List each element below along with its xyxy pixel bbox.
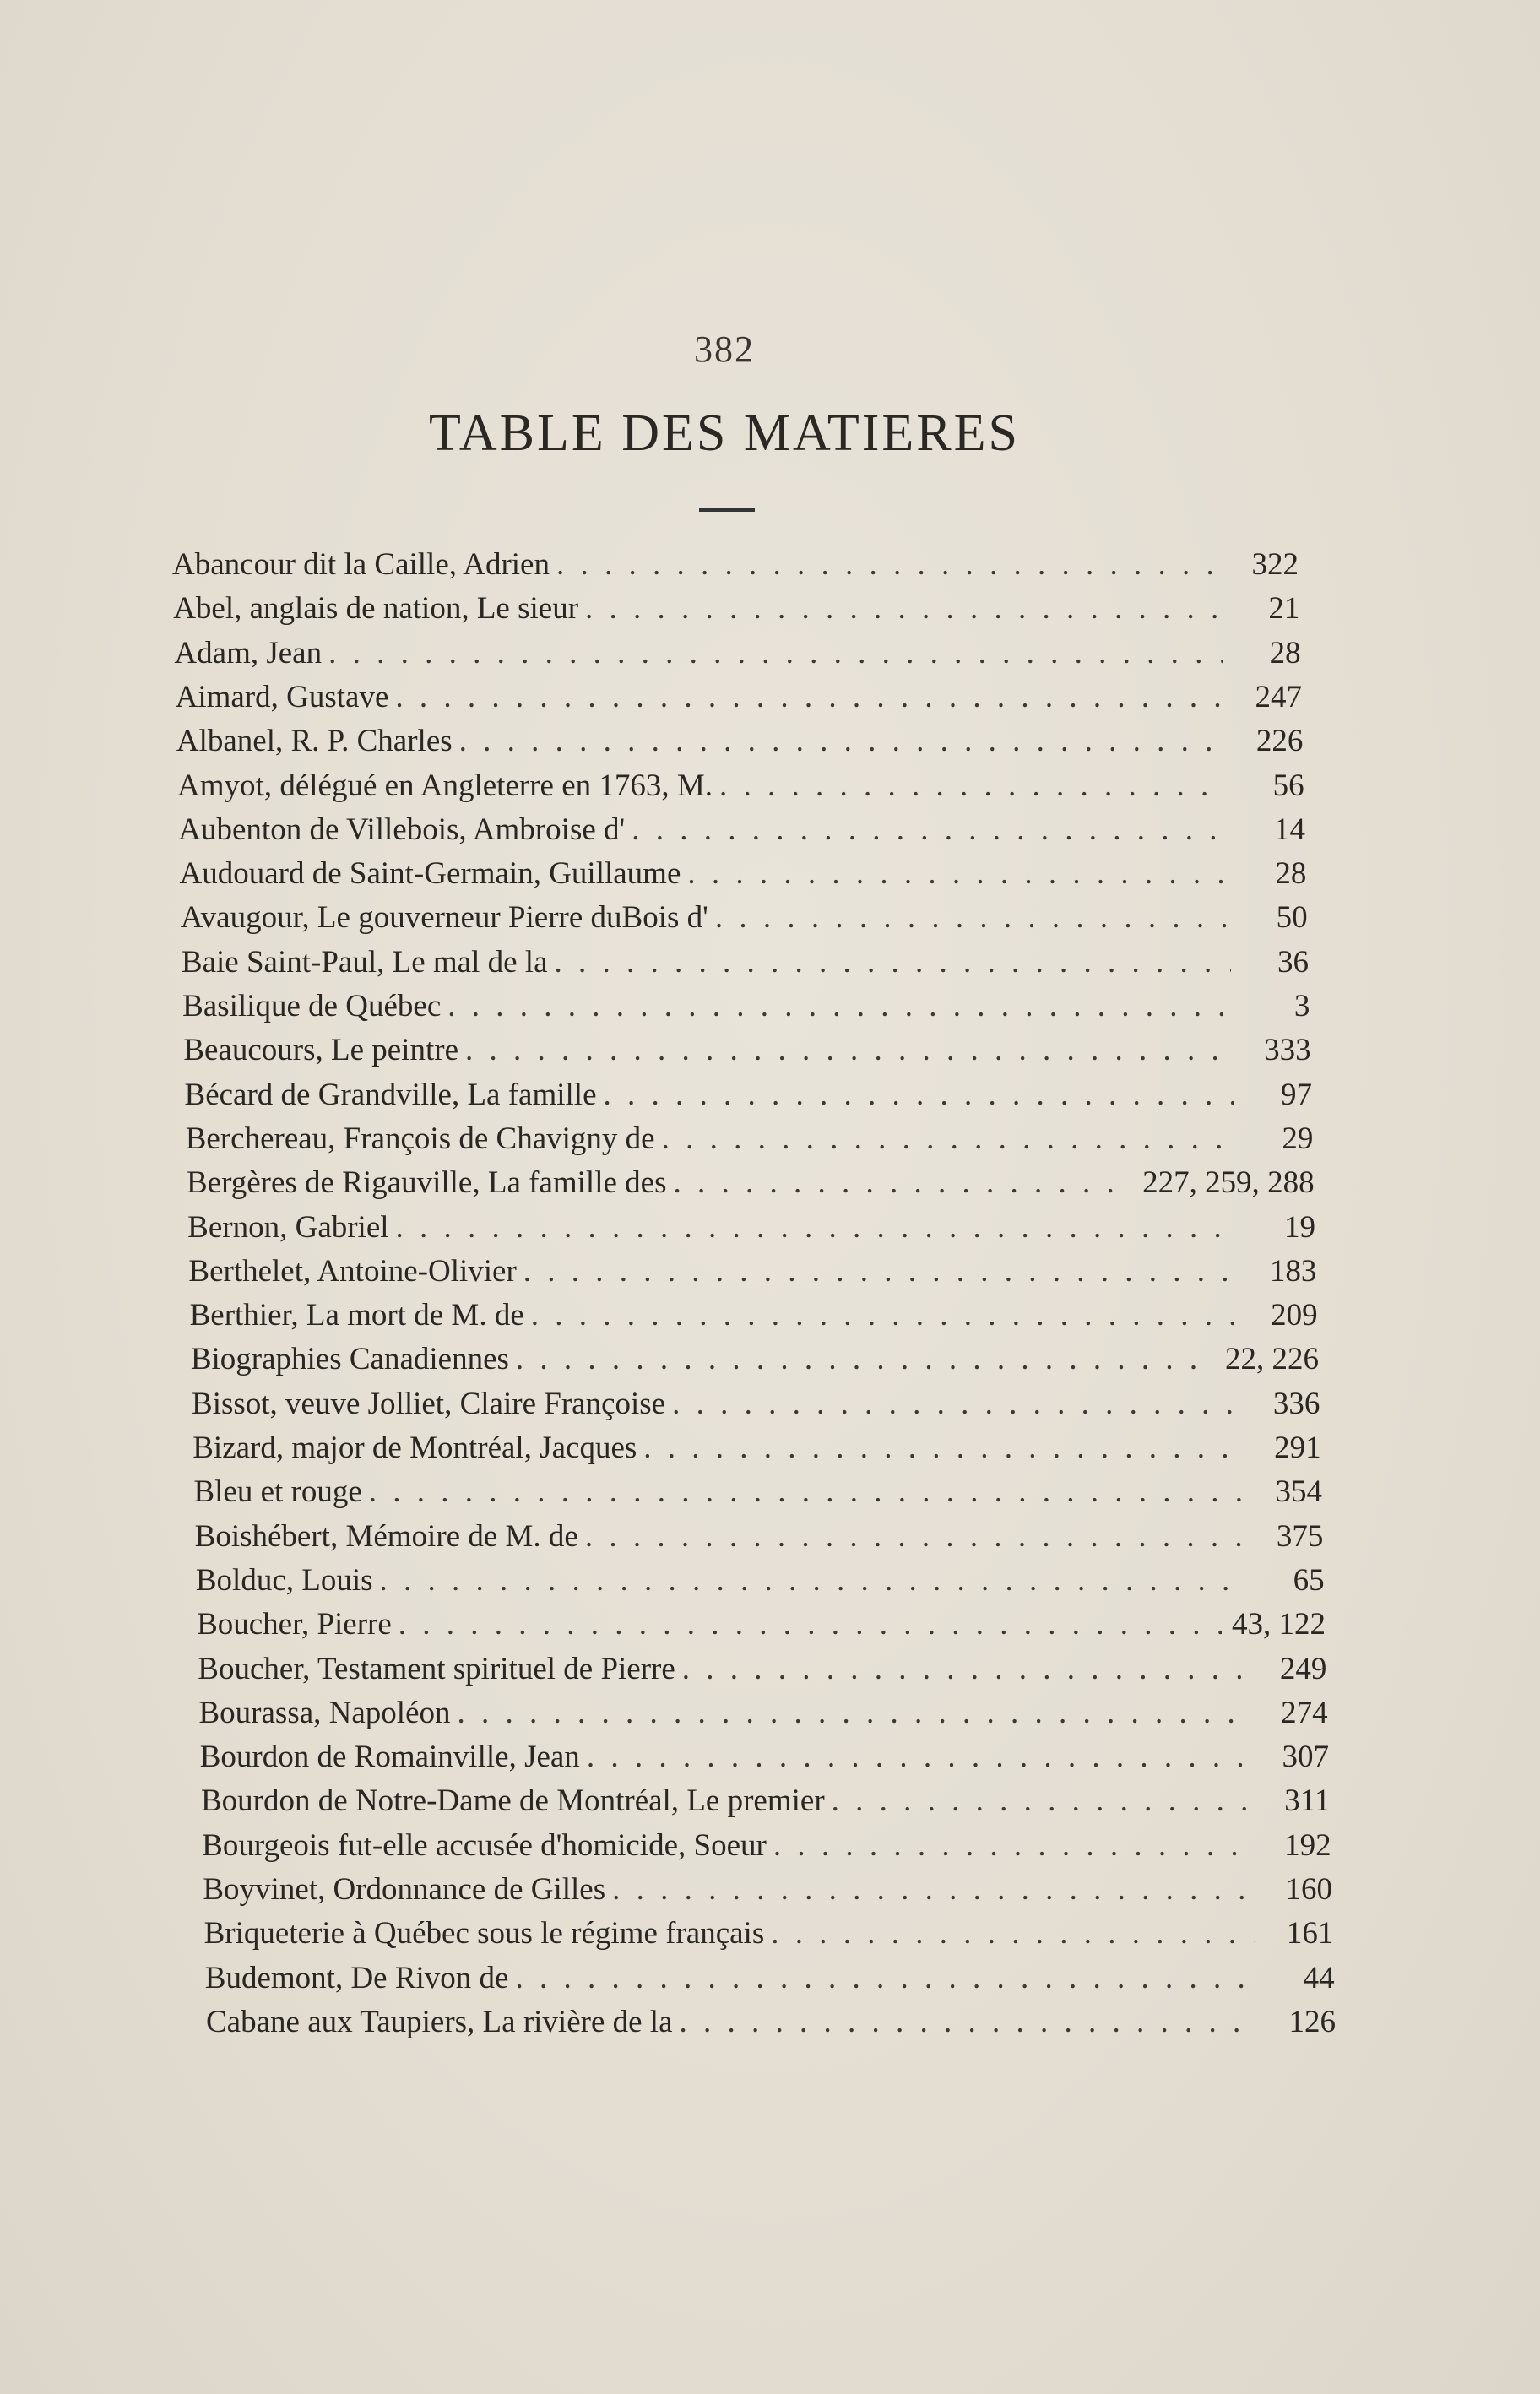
index-entry: [195, 1515, 1324, 1559]
entry-label: Bleu et rouge: [193, 1474, 362, 1510]
dot-leader: [773, 1824, 1254, 1868]
index-entry: [206, 2000, 1336, 2044]
entry-label: Bizard, major de Montréal, Jacques: [192, 1430, 637, 1465]
entry-page-numbers: 56: [1272, 768, 1304, 803]
entry-page-numbers: 274: [1281, 1695, 1328, 1730]
entry-label: Bolduc, Louis: [195, 1562, 373, 1598]
index-entry: [177, 764, 1304, 808]
entry-page-numbers: 183: [1269, 1253, 1317, 1289]
entry-label: Boyvinet, Ordonnance de Gilles: [203, 1872, 606, 1907]
index-entry: [187, 1161, 1315, 1205]
entry-label: Adam, Jean: [174, 635, 323, 670]
index-entry: [198, 1648, 1326, 1691]
entry-label: Abancour dit la Caille, Adrien: [172, 547, 550, 582]
page-title: TABLE DES MATIERES: [428, 404, 1021, 462]
index-entry: [172, 543, 1299, 587]
entry-label: Baie Saint-Paul, Le mal de la: [181, 944, 548, 980]
dot-leader: [447, 985, 1232, 1029]
entry-label: Beaucours, Le peintre: [183, 1033, 458, 1068]
entry-label: Briqueterie à Québec sous le régime français: [203, 1916, 765, 1952]
entry-page-numbers: 161: [1286, 1916, 1334, 1952]
entry-label: Boishébert, Mémoire de M. de: [194, 1518, 578, 1554]
entry-page-numbers: 160: [1285, 1872, 1332, 1907]
entry-page-numbers: 375: [1276, 1518, 1324, 1554]
entry-label: Bourassa, Napoléon: [198, 1695, 451, 1730]
entry-page-numbers: 3: [1293, 989, 1310, 1023]
entry-page-numbers: 97: [1280, 1077, 1312, 1112]
entry-label: Avaugour, Le gouverneur Pierre duBois d': [180, 900, 708, 936]
index-entry: [197, 1603, 1326, 1647]
dot-leader: [531, 1294, 1240, 1338]
index-entry: [181, 896, 1308, 940]
index-entry: [202, 1824, 1331, 1868]
dot-leader: [585, 1515, 1245, 1559]
entry-label: Bécard de Grandville, La famille: [184, 1077, 597, 1112]
index-entry: [173, 587, 1299, 631]
entry-page-numbers: 14: [1273, 812, 1305, 847]
dot-leader: [515, 1957, 1256, 2000]
entry-label: Basilique de Québec: [182, 989, 442, 1023]
dot-leader: [632, 808, 1228, 852]
entry-label: Bourdon de Romainville, Jean: [199, 1740, 580, 1775]
entry-label: Boucher, Testament spirituel de Pierre: [198, 1651, 675, 1686]
entry-label: Cabane aux Taupiers, La rivière de la: [206, 2004, 673, 2039]
entry-page-numbers: 36: [1277, 944, 1309, 980]
entry-page-numbers: 227, 259, 288: [1142, 1165, 1315, 1201]
entry-page-numbers: 43, 122: [1231, 1607, 1326, 1642]
index-entry: [191, 1338, 1319, 1382]
index-entry: [203, 1868, 1332, 1912]
dot-leader: [719, 764, 1227, 808]
index-entry: [182, 941, 1309, 985]
dot-leader: [771, 1912, 1255, 1956]
dot-leader: [682, 1648, 1250, 1691]
dot-leader: [662, 1117, 1236, 1161]
entry-page-numbers: 336: [1272, 1386, 1320, 1421]
dot-leader: [399, 1603, 1222, 1647]
entry-page-numbers: 50: [1276, 900, 1308, 936]
entry-page-numbers: 29: [1282, 1121, 1314, 1156]
entry-page-numbers: 291: [1274, 1430, 1321, 1465]
index-entry: [183, 1029, 1310, 1072]
dot-leader: [832, 1779, 1253, 1823]
page-number: 382: [694, 328, 755, 370]
index-entry: [187, 1206, 1315, 1250]
dot-leader: [395, 676, 1224, 719]
entry-page-numbers: 311: [1284, 1783, 1331, 1819]
index-entry: [176, 719, 1303, 763]
index-entry: [176, 676, 1302, 719]
index-entry: [178, 808, 1305, 852]
dot-leader: [380, 1559, 1247, 1603]
entry-label: Bourgeois fut-elle accusée d'homicide, Soeur: [202, 1827, 767, 1863]
dot-leader: [396, 1206, 1238, 1250]
index-entry: [201, 1779, 1330, 1823]
index-entry: [185, 1073, 1312, 1117]
index-entry: [182, 985, 1310, 1029]
entry-label: Berchereau, François de Chavigny de: [185, 1121, 655, 1156]
dot-leader: [328, 632, 1223, 676]
entry-label: Biographies Canadiennes: [190, 1342, 509, 1377]
title-rule: [699, 508, 755, 512]
dot-leader: [643, 1426, 1243, 1470]
dot-leader: [369, 1470, 1244, 1514]
index-entry: [174, 632, 1300, 676]
entry-label: Aimard, Gustave: [175, 679, 389, 714]
entry-page-numbers: 19: [1283, 1209, 1315, 1245]
entry-label: Abel, anglais de nation, Le sieur: [173, 591, 579, 627]
index-entry: [179, 852, 1306, 896]
dot-leader: [587, 1735, 1251, 1779]
entry-page-numbers: 247: [1255, 679, 1302, 714]
entry-label: Berthelet, Antoine-Olivier: [188, 1253, 517, 1289]
dot-leader: [555, 941, 1231, 985]
index-entry: [204, 1912, 1334, 1956]
dot-leader: [612, 1868, 1255, 1912]
entry-page-numbers: 65: [1293, 1562, 1325, 1598]
entry-page-numbers: 354: [1275, 1474, 1322, 1510]
entry-page-numbers: 333: [1264, 1033, 1311, 1068]
index-entry: [205, 1957, 1335, 2000]
index-entry: [192, 1382, 1320, 1426]
index-entry: [200, 1735, 1329, 1779]
entry-page-numbers: 226: [1255, 724, 1304, 759]
entry-page-numbers: 192: [1284, 1827, 1331, 1863]
dot-leader: [687, 852, 1228, 896]
entry-page-numbers: 209: [1271, 1298, 1318, 1333]
dot-leader: [672, 1382, 1242, 1426]
entry-label: Bergères de Rigauville, La famille des: [186, 1165, 667, 1201]
entry-page-numbers: 126: [1288, 2004, 1336, 2039]
entry-page-numbers: 21: [1268, 591, 1300, 627]
entry-label: Aubenton de Villebois, Ambroise d': [178, 812, 626, 847]
entry-label: Berthier, La mort de M. de: [189, 1298, 524, 1333]
entry-label: Bourdon de Notre-Dame de Montréal, Le premier: [200, 1783, 825, 1819]
entry-label: Amyot, délégué en Angleterre en 1763, M.: [177, 768, 713, 803]
index-entry: [186, 1117, 1314, 1161]
dot-leader: [604, 1073, 1234, 1117]
index-entry: [188, 1250, 1316, 1294]
dot-leader: [556, 543, 1221, 587]
entry-page-numbers: 28: [1275, 856, 1307, 892]
dot-leader: [715, 896, 1230, 940]
entry-label: Bernon, Gabriel: [187, 1209, 389, 1245]
entry-page-numbers: 322: [1251, 547, 1299, 582]
entry-page-numbers: 307: [1282, 1740, 1329, 1775]
dot-leader: [465, 1029, 1234, 1072]
dot-leader: [523, 1250, 1239, 1294]
index-entry: [193, 1470, 1322, 1514]
dot-leader: [516, 1338, 1215, 1382]
dot-leader: [458, 1691, 1250, 1735]
entry-page-numbers: 28: [1269, 635, 1301, 670]
index-entry: [190, 1294, 1318, 1338]
entry-label: Budemont, De Rivon de: [204, 1960, 509, 1995]
entry-page-numbers: 249: [1279, 1651, 1327, 1686]
entry-page-numbers: 44: [1303, 1960, 1335, 1995]
dot-leader: [459, 719, 1226, 763]
entry-label: Bissot, veuve Jolliet, Claire Françoise: [192, 1386, 666, 1421]
dot-leader: [585, 587, 1222, 631]
entry-label: Boucher, Pierre: [197, 1607, 392, 1642]
dot-leader: [673, 1161, 1132, 1205]
index-entry: [192, 1426, 1320, 1470]
index-entry: [196, 1559, 1325, 1603]
dot-leader: [680, 2000, 1258, 2044]
index-entry: [199, 1691, 1328, 1735]
entry-label: Audouard de Saint-Germain, Guillaume: [179, 856, 681, 892]
entry-page-numbers: 22, 226: [1224, 1342, 1319, 1377]
entry-label: Albanel, R. P. Charles: [176, 724, 453, 759]
